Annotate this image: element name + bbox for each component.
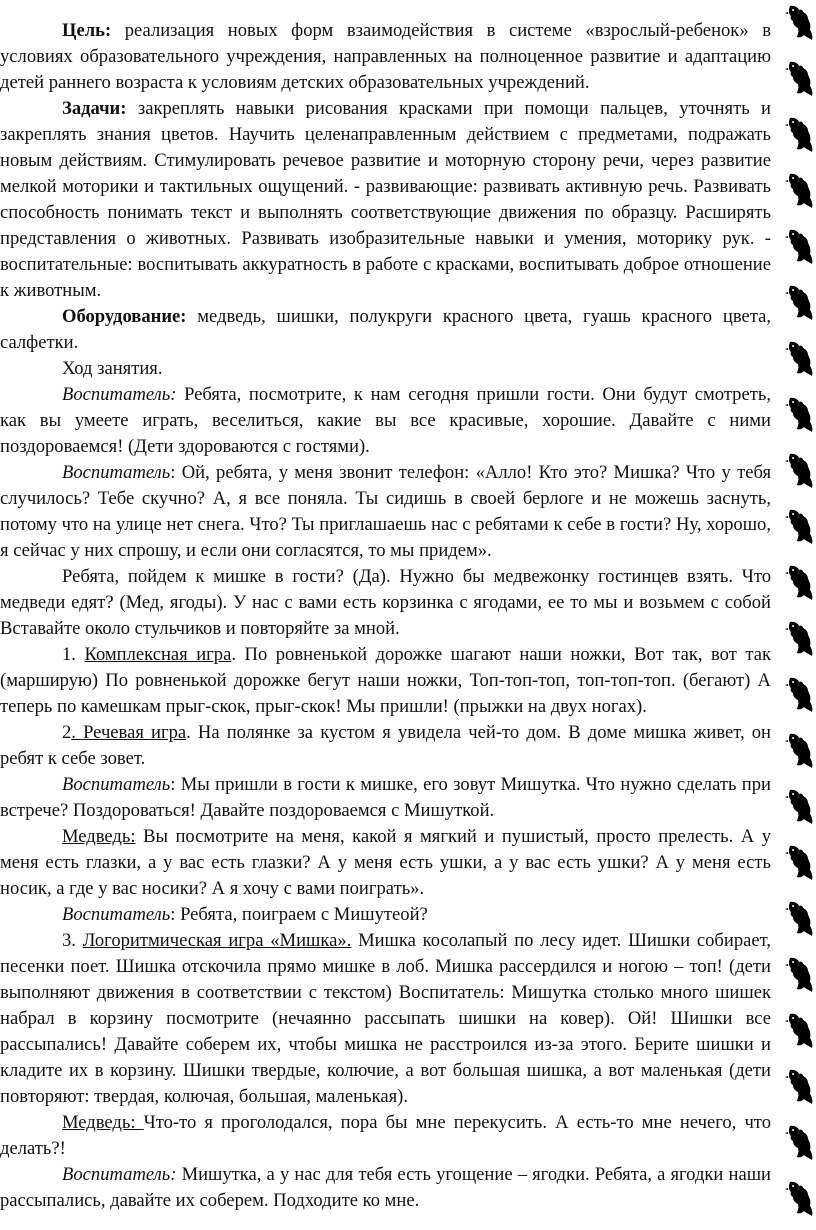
- black-bird-ornament-icon: [784, 900, 814, 938]
- black-bird-ornament-icon: [784, 116, 814, 154]
- black-bird-ornament-icon: [784, 4, 814, 42]
- paragraph-game-3: [0, 928, 771, 1110]
- speaker-label: Воспитатель:: [62, 1164, 177, 1185]
- item-number: 2: [62, 722, 72, 743]
- goal-text: реализация новых форм взаимодействия в системе «взрослый-ребенок» в условиях образовательного учреждения, направленных на полноценное развитие и адаптацию детей раннего возраста к условиям детских образовательных учреждений.: [0, 20, 771, 93]
- paragraph-play: [0, 902, 771, 928]
- tasks-label: Задачи:: [62, 98, 127, 119]
- goal-paragraph: [0, 18, 771, 96]
- paragraph-text: . По ровненькой дорожке шагают наши ножки, Вот так, вот так (марширую) По ровненькой дорожке бегут наши ножки, Топ-топ-топ, топ-топ-топ. (бегают) А теперь по камешкам прыг-скок, прыг-скок! Мы пришли! (прыжки на двух ногах).: [0, 644, 771, 717]
- speaker-label: Воспитатель: [62, 462, 171, 483]
- black-bird-ornament-icon: [784, 228, 814, 266]
- black-bird-ornament-icon: [784, 956, 814, 994]
- paragraph-bear-speech: [0, 824, 771, 902]
- game-title: Комплексная игра: [84, 644, 232, 665]
- item-number: 3.: [62, 930, 76, 951]
- black-bird-ornament-icon: [784, 1180, 814, 1218]
- black-bird-ornament-icon: [784, 508, 814, 546]
- paragraph-greeting: [0, 382, 771, 460]
- paragraph-meeting: [0, 772, 771, 824]
- paragraph-bear-hungry: [0, 1110, 771, 1162]
- tasks-text: закреплять навыки рисования красками при помощи пальцев, уточнять и закреплять знания цветов. Научить целенаправленным действием с предметами, подражать новым действиям. Стимулировать речевое развитие и моторную сторону речи, через развитие мелкой моторики и тактильных ощущений. - развивающие: развивать активную речь. Развивать способность понимать текст и выполнять соответствующие движения по образцу. Расширять представления о животных. Развивать изобразительные навыки и умения, моторику рук. - воспитательные: воспитывать аккуратность в работе с красками, воспитывать доброе отношение к животным.: [0, 98, 771, 301]
- paragraph-text: : Ой, ребята, у меня звонит телефон: «Алло! Кто это? Мишка? Что у тебя случилось? Тебе скучно? А, я все поняла. Ты сидишь в своей берлоге и не можешь заснуть, потому что на улице нет снега. Что? Ты приглашаешь нас с ребятами к себе в гости? Ну, хорошо, я сейчас у них спрошу, и если они согласятся, то мы придем».: [0, 462, 771, 561]
- black-bird-ornament-icon: [784, 172, 814, 210]
- paragraph-text: Мишка косолапый по лесу идет. Шишки собирает, песенки поет. Шишка отскочила прямо мишке в лоб. Мишка рассердился и ногою – топ! (дети выполняют движения в соответствии с текстом) Воспитатель: Мишутка столько много шишек набрал в корзину посмотрите (нечаянно рассыпать шишки на ковер). Ой! Шишки все рассыпались! Давайте соберем их, чтобы мишка не расстроился из-за этого. Берите шишки и кладите их в корзину. Шишки твердые, колючие, а вот большая шишка, а вот маленькая (дети повторяют: твердая, колючая, большая, маленькая).: [0, 930, 772, 1107]
- black-bird-ornament-icon: [784, 60, 814, 98]
- paragraph-text: : Мы пришли в гости к мишке, его зовут Мишутка. Что нужно сделать при встрече? Поздороваться! Давайте поздороваемся с Мишуткой.: [0, 774, 771, 821]
- black-bird-ornament-icon: [784, 340, 814, 378]
- speaker-label: Воспитатель: [62, 774, 171, 795]
- black-bird-ornament-icon: [784, 676, 814, 714]
- paragraph-text: Мишутка, а у нас для тебя есть угощение – ягодки. Ребята, а ягодки наши рассыпались, давайте их соберем. Подходите ко мне.: [0, 1164, 771, 1211]
- black-bird-ornament-icon: [784, 620, 814, 658]
- game-title: Логоритмическая игра «Мишка».: [82, 930, 352, 951]
- black-bird-ornament-icon: [784, 396, 814, 434]
- paragraph-text: Ребята, посмотрите, к нам сегодня пришли гости. Они будут смотреть, как вы умеете играть, веселиться, какие вы все красивые, хорошие. Давайте с ними поздороваемся! (Дети здороваются с гостями).: [0, 384, 771, 457]
- course-heading: Ход занятия.: [62, 358, 163, 379]
- speaker-label: Медведь:: [62, 826, 136, 847]
- black-bird-ornament-icon: [784, 284, 814, 322]
- decorative-border: [776, 0, 816, 1230]
- paragraph-game-2: [0, 720, 771, 772]
- black-bird-ornament-icon: [784, 844, 814, 882]
- black-bird-ornament-icon: [784, 564, 814, 602]
- black-bird-ornament-icon: [784, 1124, 814, 1162]
- equipment-paragraph: [0, 304, 771, 356]
- tasks-paragraph: [0, 96, 771, 304]
- goal-label: Цель:: [62, 20, 112, 41]
- black-bird-ornament-icon: [784, 1012, 814, 1050]
- black-bird-ornament-icon: [784, 452, 814, 490]
- speaker-label: Воспитатель: [62, 904, 171, 925]
- paragraph-text: Вы посмотрите на меня, какой я мягкий и пушистый, просто прелесть. А у меня есть глазки, а у вас есть глазки? А у меня есть ушки, а у вас есть ушки? А у меня есть носик, а где у вас носики? А я хочу с вами поиграть».: [0, 826, 772, 899]
- equipment-text: медведь, шишки, полукруги красного цвета, гуашь красного цвета, салфетки.: [0, 306, 771, 353]
- paragraph-text: : Ребята, поиграем с Мишутеой?: [170, 904, 428, 925]
- document-body: [0, 18, 771, 1214]
- item-number: 1.: [62, 644, 76, 665]
- paragraph-visit: Ребята, пойдем к мишке в гости? (Да). Нужно бы медвежонку гостинцев взять. Что медведи едят? (Мед, ягоды). У нас с вами есть корзинка с ягодами, ее то мы и возьмем с собой Вставайте около стульчиков и повторяйте за мной.: [0, 566, 771, 639]
- equipment-label: Оборудование:: [62, 306, 187, 327]
- paragraph-game-1: [0, 642, 771, 720]
- black-bird-ornament-icon: [784, 1068, 814, 1106]
- game-title: . Речевая игра: [71, 722, 187, 743]
- speaker-label: Воспитатель:: [62, 384, 177, 405]
- paragraph-text: Что-то я проголодался, пора бы мне перекусить. А есть-то мне нечего, что делать?!: [0, 1112, 771, 1159]
- black-bird-ornament-icon: [784, 732, 814, 770]
- black-bird-ornament-icon: [784, 788, 814, 826]
- paragraph-treat: [0, 1162, 771, 1214]
- speaker-label: Медведь:: [62, 1112, 144, 1133]
- paragraph-text: . На полянке за кустом я увидела чей-то дом. В доме мишка живет, он ребят к себе зовет.: [0, 722, 771, 769]
- paragraph-phone: [0, 460, 771, 564]
